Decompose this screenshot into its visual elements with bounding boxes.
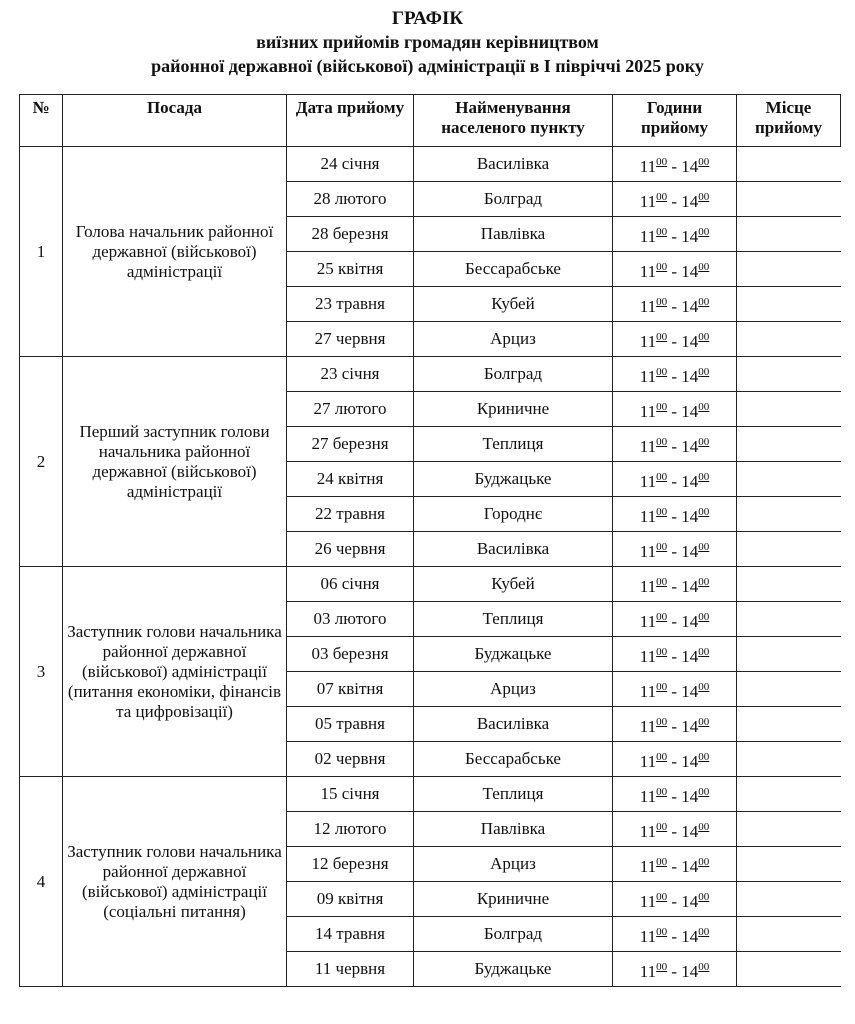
hours-end-minutes: 00 bbox=[698, 155, 710, 168]
visit-hours bbox=[613, 147, 737, 182]
hours-start-minutes: 00 bbox=[656, 295, 668, 308]
visit-place bbox=[737, 847, 841, 882]
visit-hours bbox=[613, 602, 737, 637]
hours-start: 11 bbox=[639, 576, 657, 596]
hours-start: 11 bbox=[639, 751, 657, 771]
visit-date: 22 травня bbox=[287, 497, 414, 532]
hours-start: 11 bbox=[639, 296, 657, 316]
visit-hours bbox=[613, 532, 737, 567]
official-position: Перший заступник голови начальника районної державної (військової) адміністрації bbox=[63, 357, 287, 567]
hours-separator: - bbox=[667, 506, 682, 526]
visit-hours bbox=[613, 742, 737, 777]
visit-settlement: Криничне bbox=[414, 392, 613, 427]
official-number: 4 bbox=[20, 777, 63, 987]
hours-end-minutes: 00 bbox=[698, 925, 710, 938]
hours-start-minutes: 00 bbox=[656, 785, 668, 798]
hours-start: 11 bbox=[639, 961, 657, 981]
hours-start: 11 bbox=[639, 611, 657, 631]
visit-date: 27 березня bbox=[287, 427, 414, 462]
hours-start-minutes: 00 bbox=[656, 715, 668, 728]
visit-hours bbox=[613, 217, 737, 252]
hours-end-minutes: 00 bbox=[698, 750, 710, 763]
official-number: 3 bbox=[20, 567, 63, 777]
hours-end: 14 bbox=[681, 926, 699, 946]
hours-start: 11 bbox=[639, 891, 657, 911]
hours-end-minutes: 00 bbox=[698, 435, 710, 448]
hours-start-minutes: 00 bbox=[656, 960, 668, 973]
visit-date: 14 травня bbox=[287, 917, 414, 952]
hours-separator: - bbox=[667, 786, 682, 806]
hours-start-minutes: 00 bbox=[656, 890, 668, 903]
visit-hours bbox=[613, 427, 737, 462]
hours-end: 14 bbox=[681, 401, 699, 421]
visit-date: 12 березня bbox=[287, 847, 414, 882]
visit-date: 05 травня bbox=[287, 707, 414, 742]
visit-place bbox=[737, 532, 841, 567]
visit-hours bbox=[613, 322, 737, 357]
hours-separator: - bbox=[667, 226, 682, 246]
visit-place bbox=[737, 322, 841, 357]
visit-settlement: Павлівка bbox=[414, 812, 613, 847]
visit-place bbox=[737, 567, 841, 602]
visit-hours bbox=[613, 952, 737, 987]
visit-date: 02 червня bbox=[287, 742, 414, 777]
visit-date: 09 квітня bbox=[287, 882, 414, 917]
hours-start-minutes: 00 bbox=[656, 680, 668, 693]
hours-separator: - bbox=[667, 156, 682, 176]
hours-start-minutes: 00 bbox=[656, 260, 668, 273]
hours-end-minutes: 00 bbox=[698, 190, 710, 203]
hours-end-minutes: 00 bbox=[698, 610, 710, 623]
visit-settlement: Павлівка bbox=[414, 217, 613, 252]
hours-end: 14 bbox=[681, 506, 699, 526]
visit-place bbox=[737, 777, 841, 812]
hours-start-minutes: 00 bbox=[656, 365, 668, 378]
hours-start: 11 bbox=[639, 401, 657, 421]
hours-separator: - bbox=[667, 891, 682, 911]
hours-start: 11 bbox=[639, 331, 657, 351]
hours-end: 14 bbox=[681, 821, 699, 841]
official-number: 1 bbox=[20, 147, 63, 357]
visit-settlement: Арциз bbox=[414, 847, 613, 882]
hours-start: 11 bbox=[639, 716, 657, 736]
hours-start-minutes: 00 bbox=[656, 505, 668, 518]
col-header-date: Дата прийому bbox=[287, 95, 414, 147]
hours-start: 11 bbox=[639, 541, 657, 561]
visit-place bbox=[737, 147, 841, 182]
visit-hours bbox=[613, 567, 737, 602]
hours-end: 14 bbox=[681, 436, 699, 456]
col-header-position: Посада bbox=[63, 95, 287, 147]
hours-end: 14 bbox=[681, 226, 699, 246]
hours-start: 11 bbox=[639, 191, 657, 211]
hours-end: 14 bbox=[681, 611, 699, 631]
hours-separator: - bbox=[667, 821, 682, 841]
visit-hours bbox=[613, 462, 737, 497]
visit-place bbox=[737, 637, 841, 672]
visit-settlement: Кубей bbox=[414, 287, 613, 322]
visit-date: 24 січня bbox=[287, 147, 414, 182]
hours-end: 14 bbox=[681, 646, 699, 666]
visit-settlement: Буджацьке bbox=[414, 952, 613, 987]
hours-end-minutes: 00 bbox=[698, 820, 710, 833]
visit-hours bbox=[613, 882, 737, 917]
visit-date: 26 червня bbox=[287, 532, 414, 567]
visit-date: 15 січня bbox=[287, 777, 414, 812]
hours-end-minutes: 00 bbox=[698, 785, 710, 798]
visit-settlement: Бессарабське bbox=[414, 252, 613, 287]
visit-date: 06 січня bbox=[287, 567, 414, 602]
hours-end: 14 bbox=[681, 331, 699, 351]
visit-hours bbox=[613, 672, 737, 707]
hours-end: 14 bbox=[681, 366, 699, 386]
hours-end-minutes: 00 bbox=[698, 890, 710, 903]
hours-start-minutes: 00 bbox=[656, 435, 668, 448]
visit-hours bbox=[613, 707, 737, 742]
hours-end: 14 bbox=[681, 541, 699, 561]
visit-place bbox=[737, 917, 841, 952]
hours-end-minutes: 00 bbox=[698, 645, 710, 658]
hours-start-minutes: 00 bbox=[656, 575, 668, 588]
hours-separator: - bbox=[667, 716, 682, 736]
visit-hours bbox=[613, 847, 737, 882]
hours-end-minutes: 00 bbox=[698, 540, 710, 553]
hours-separator: - bbox=[667, 366, 682, 386]
visit-settlement: Василівка bbox=[414, 147, 613, 182]
hours-start-minutes: 00 bbox=[656, 470, 668, 483]
table-row bbox=[20, 777, 841, 812]
hours-start: 11 bbox=[639, 786, 657, 806]
visit-hours bbox=[613, 812, 737, 847]
hours-end-minutes: 00 bbox=[698, 400, 710, 413]
document-subtitle-2: районної державної (військової) адміністрації в І півріччі 2025 року bbox=[151, 56, 704, 76]
hours-end-minutes: 00 bbox=[698, 960, 710, 973]
visit-hours bbox=[613, 182, 737, 217]
visit-hours bbox=[613, 252, 737, 287]
hours-start-minutes: 00 bbox=[656, 610, 668, 623]
visit-place bbox=[737, 602, 841, 637]
hours-start-minutes: 00 bbox=[656, 750, 668, 763]
visit-hours bbox=[613, 917, 737, 952]
hours-start: 11 bbox=[639, 226, 657, 246]
visit-date: 27 лютого bbox=[287, 392, 414, 427]
hours-separator: - bbox=[667, 191, 682, 211]
hours-separator: - bbox=[667, 751, 682, 771]
visit-place bbox=[737, 882, 841, 917]
hours-start-minutes: 00 bbox=[656, 155, 668, 168]
visit-place bbox=[737, 287, 841, 322]
hours-end-minutes: 00 bbox=[698, 715, 710, 728]
visit-settlement: Василівка bbox=[414, 707, 613, 742]
visit-settlement: Арциз bbox=[414, 322, 613, 357]
visit-settlement: Теплиця bbox=[414, 602, 613, 637]
visit-settlement: Городнє bbox=[414, 497, 613, 532]
hours-separator: - bbox=[667, 681, 682, 701]
col-header-place: Місце прийому bbox=[737, 95, 841, 147]
official-position: Голова начальник районної державної (військової) адміністрації bbox=[63, 147, 287, 357]
hours-end: 14 bbox=[681, 856, 699, 876]
hours-end: 14 bbox=[681, 296, 699, 316]
hours-start: 11 bbox=[639, 471, 657, 491]
visit-settlement: Буджацьке bbox=[414, 462, 613, 497]
hours-start-minutes: 00 bbox=[656, 645, 668, 658]
hours-separator: - bbox=[667, 401, 682, 421]
col-header-num: № bbox=[20, 95, 63, 147]
hours-end-minutes: 00 bbox=[698, 575, 710, 588]
table-row bbox=[20, 357, 841, 392]
hours-end: 14 bbox=[681, 716, 699, 736]
schedule-table bbox=[19, 94, 841, 987]
hours-separator: - bbox=[667, 576, 682, 596]
hours-start-minutes: 00 bbox=[656, 190, 668, 203]
visit-date: 28 березня bbox=[287, 217, 414, 252]
hours-separator: - bbox=[667, 926, 682, 946]
hours-end-minutes: 00 bbox=[698, 680, 710, 693]
hours-end: 14 bbox=[681, 576, 699, 596]
visit-place bbox=[737, 707, 841, 742]
hours-end: 14 bbox=[681, 681, 699, 701]
hours-start-minutes: 00 bbox=[656, 820, 668, 833]
visit-place bbox=[737, 952, 841, 987]
col-header-settlement: Найменування населеного пункту bbox=[414, 95, 613, 147]
visit-settlement: Болград bbox=[414, 182, 613, 217]
visit-place bbox=[737, 672, 841, 707]
visit-hours bbox=[613, 497, 737, 532]
hours-separator: - bbox=[667, 261, 682, 281]
hours-end-minutes: 00 bbox=[698, 365, 710, 378]
schedule-body bbox=[20, 147, 841, 987]
hours-separator: - bbox=[667, 436, 682, 456]
hours-start: 11 bbox=[639, 926, 657, 946]
hours-start: 11 bbox=[639, 261, 657, 281]
hours-end-minutes: 00 bbox=[698, 225, 710, 238]
visit-hours bbox=[613, 357, 737, 392]
hours-start-minutes: 00 bbox=[656, 225, 668, 238]
visit-date: 11 червня bbox=[287, 952, 414, 987]
visit-date: 07 квітня bbox=[287, 672, 414, 707]
visit-place bbox=[737, 427, 841, 462]
hours-separator: - bbox=[667, 541, 682, 561]
hours-separator: - bbox=[667, 296, 682, 316]
hours-end-minutes: 00 bbox=[698, 295, 710, 308]
visit-place bbox=[737, 812, 841, 847]
visit-hours bbox=[613, 392, 737, 427]
hours-end-minutes: 00 bbox=[698, 855, 710, 868]
table-row bbox=[20, 567, 841, 602]
visit-settlement: Теплиця bbox=[414, 777, 613, 812]
hours-end-minutes: 00 bbox=[698, 470, 710, 483]
hours-end: 14 bbox=[681, 751, 699, 771]
visit-settlement: Болград bbox=[414, 917, 613, 952]
hours-end: 14 bbox=[681, 191, 699, 211]
visit-date: 27 червня bbox=[287, 322, 414, 357]
hours-end: 14 bbox=[681, 261, 699, 281]
visit-settlement: Василівка bbox=[414, 532, 613, 567]
official-position: Заступник голови начальника районної державної (військової) адміністрації (соціальні питання) bbox=[63, 777, 287, 987]
visit-date: 23 травня bbox=[287, 287, 414, 322]
hours-separator: - bbox=[667, 611, 682, 631]
hours-start-minutes: 00 bbox=[656, 540, 668, 553]
hours-start: 11 bbox=[639, 856, 657, 876]
hours-end: 14 bbox=[681, 891, 699, 911]
col-header-hours: Години прийому bbox=[613, 95, 737, 147]
header-row bbox=[20, 95, 841, 147]
hours-separator: - bbox=[667, 331, 682, 351]
visit-hours bbox=[613, 287, 737, 322]
visit-date: 24 квітня bbox=[287, 462, 414, 497]
hours-start: 11 bbox=[639, 156, 657, 176]
visit-date: 25 квітня bbox=[287, 252, 414, 287]
visit-settlement: Болград bbox=[414, 357, 613, 392]
hours-end-minutes: 00 bbox=[698, 260, 710, 273]
visit-place bbox=[737, 392, 841, 427]
hours-separator: - bbox=[667, 961, 682, 981]
hours-start: 11 bbox=[639, 646, 657, 666]
hours-separator: - bbox=[667, 856, 682, 876]
hours-end: 14 bbox=[681, 786, 699, 806]
official-position: Заступник голови начальника районної державної (військової) адміністрації (питання економіки, фінансів та цифровізації) bbox=[63, 567, 287, 777]
hours-separator: - bbox=[667, 646, 682, 666]
hours-start: 11 bbox=[639, 436, 657, 456]
hours-start-minutes: 00 bbox=[656, 855, 668, 868]
visit-date: 12 лютого bbox=[287, 812, 414, 847]
visit-place bbox=[737, 742, 841, 777]
visit-date: 28 лютого bbox=[287, 182, 414, 217]
document-subtitle-1: виїзних прийомів громадян керівництвом bbox=[256, 32, 599, 52]
visit-settlement: Арциз bbox=[414, 672, 613, 707]
visit-place bbox=[737, 217, 841, 252]
table-row bbox=[20, 147, 841, 182]
visit-place bbox=[737, 252, 841, 287]
visit-place bbox=[737, 357, 841, 392]
hours-start: 11 bbox=[639, 681, 657, 701]
official-number: 2 bbox=[20, 357, 63, 567]
hours-start: 11 bbox=[639, 821, 657, 841]
hours-start: 11 bbox=[639, 366, 657, 386]
hours-end: 14 bbox=[681, 156, 699, 176]
visit-place bbox=[737, 462, 841, 497]
visit-settlement: Криничне bbox=[414, 882, 613, 917]
document-title: ГРАФІК bbox=[391, 8, 464, 29]
hours-end: 14 bbox=[681, 471, 699, 491]
visit-settlement: Кубей bbox=[414, 567, 613, 602]
visit-settlement: Бессарабське bbox=[414, 742, 613, 777]
hours-end: 14 bbox=[681, 961, 699, 981]
visit-settlement: Теплиця bbox=[414, 427, 613, 462]
visit-date: 03 березня bbox=[287, 637, 414, 672]
visit-place bbox=[737, 182, 841, 217]
visit-place bbox=[737, 497, 841, 532]
hours-separator: - bbox=[667, 471, 682, 491]
hours-start: 11 bbox=[639, 506, 657, 526]
visit-date: 03 лютого bbox=[287, 602, 414, 637]
hours-start-minutes: 00 bbox=[656, 925, 668, 938]
visit-date: 23 січня bbox=[287, 357, 414, 392]
visit-settlement: Буджацьке bbox=[414, 637, 613, 672]
hours-end-minutes: 00 bbox=[698, 330, 710, 343]
visit-hours bbox=[613, 777, 737, 812]
hours-start-minutes: 00 bbox=[656, 330, 668, 343]
hours-end-minutes: 00 bbox=[698, 505, 710, 518]
visit-hours bbox=[613, 637, 737, 672]
hours-start-minutes: 00 bbox=[656, 400, 668, 413]
